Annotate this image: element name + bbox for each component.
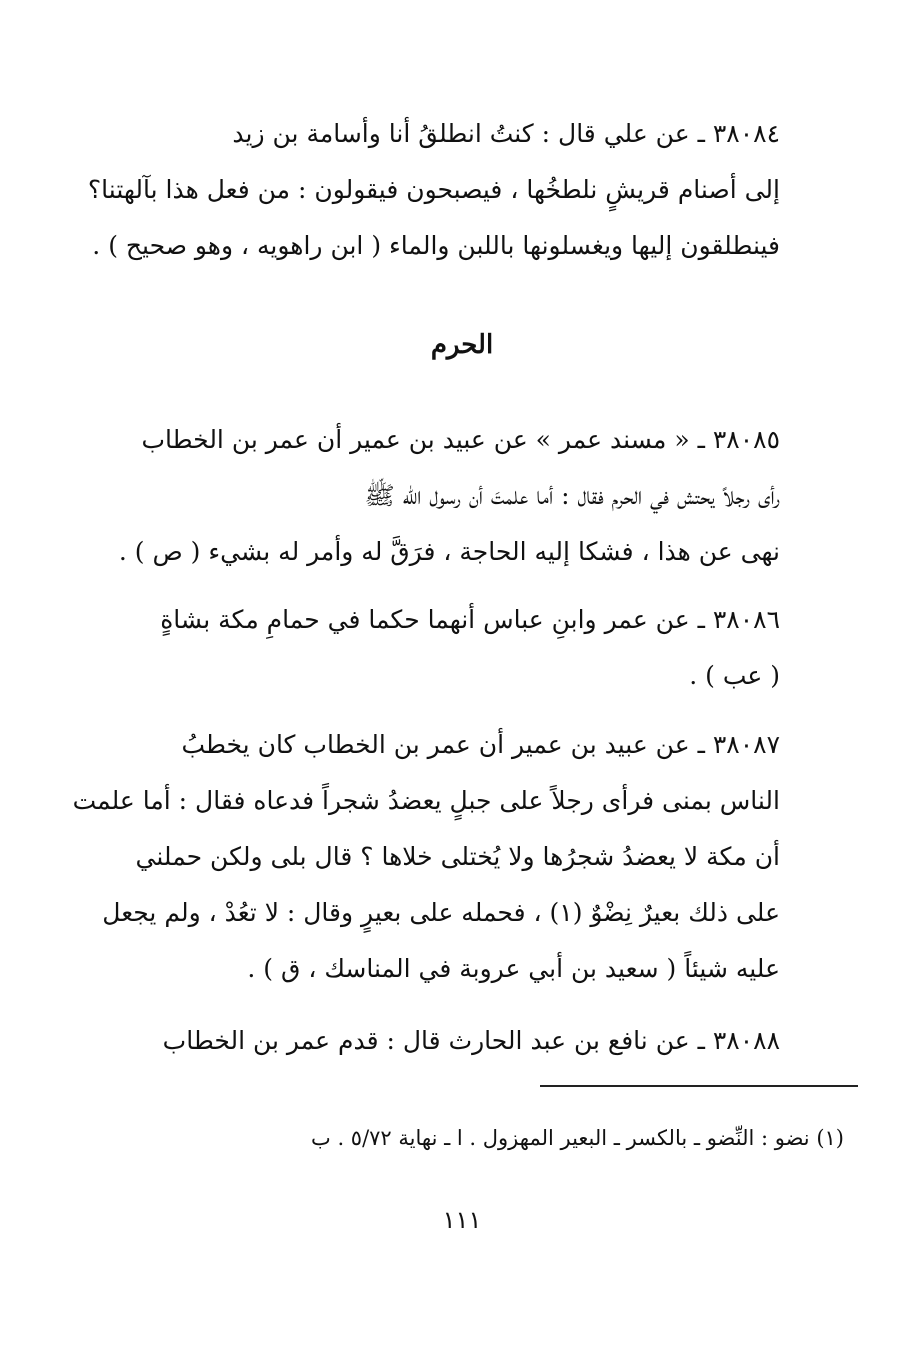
text-line: ٣٨٠٨٤ ـ عن علي قال : كنتُ انطلقُ أنا وأسامة بن زيد (232, 119, 780, 148)
hadith-38088 (150, 1013, 780, 1069)
hadith-38086 (150, 592, 780, 704)
text-line: ( عب ) . (689, 661, 780, 690)
hadith-38084 (87, 106, 780, 274)
text-line: أن مكة لا يعضدُ شجرُها ولا يُختلى خلاها ؟ قال بلى ولكن حملني (135, 842, 780, 871)
footnote-divider (540, 1085, 858, 1087)
text-line: ٣٨٠٨٧ ـ عن عبيد بن عمير أن عمر بن الخطاب كان يخطبُ (181, 730, 780, 759)
text-line: نهى عن هذا ، فشكا إليه الحاجة ، فرَقَّ له وأمر له بشيء ( ص ) . (118, 537, 780, 566)
text-line: على ذلك بعيرٌ نِضْوٌ (١) ، فحمله على بعيرٍ وقال : لا تعُدْ ، ولم يجعل (102, 898, 780, 927)
hadith-38085 (118, 412, 780, 580)
section-heading: الحرم (430, 330, 494, 360)
text-line: رأى رجلاً يحتش في الحرم فقال : أما علمتَ أن رسول الله ﷺ (364, 481, 780, 510)
text-line: ٣٨٠٨٦ ـ عن عمر وابنِ عباس أنهما حكما في حمامِ مكة بشاةٍ (160, 605, 780, 634)
footnote: (١) نضو : النِّضو ـ بالكسر ـ البعير المهزول . ا ـ نهاية ٥/٧٢ . ب (311, 1126, 844, 1150)
text-line: فينطلقون إليها ويغسلونها باللبن والماء ( ابن راهويه ، وهو صحيح ) . (92, 231, 780, 260)
text-line: ٣٨٠٨٨ ـ عن نافع بن عبد الحارث قال : قدم عمر بن الخطاب (162, 1026, 780, 1055)
hadith-38087 (72, 717, 780, 997)
text-line: عليه شيئاً ( سعيد بن أبي عروبة في المناسك ، ق ) . (247, 954, 780, 983)
page-number: ١١١ (442, 1206, 482, 1234)
text-line: الناس بمنى فرأى رجلاً على جبلٍ يعضدُ شجراً فدعاه فقال : أما علمت (72, 786, 780, 815)
text-line: إلى أصنام قريشٍ نلطخُها ، فيصبحون فيقولون : من فعل هذا بآلهتنا؟ (87, 175, 780, 204)
text-line: ٣٨٠٨٥ ـ « مسند عمر » عن عبيد بن عمير أن عمر بن الخطاب (141, 425, 780, 454)
